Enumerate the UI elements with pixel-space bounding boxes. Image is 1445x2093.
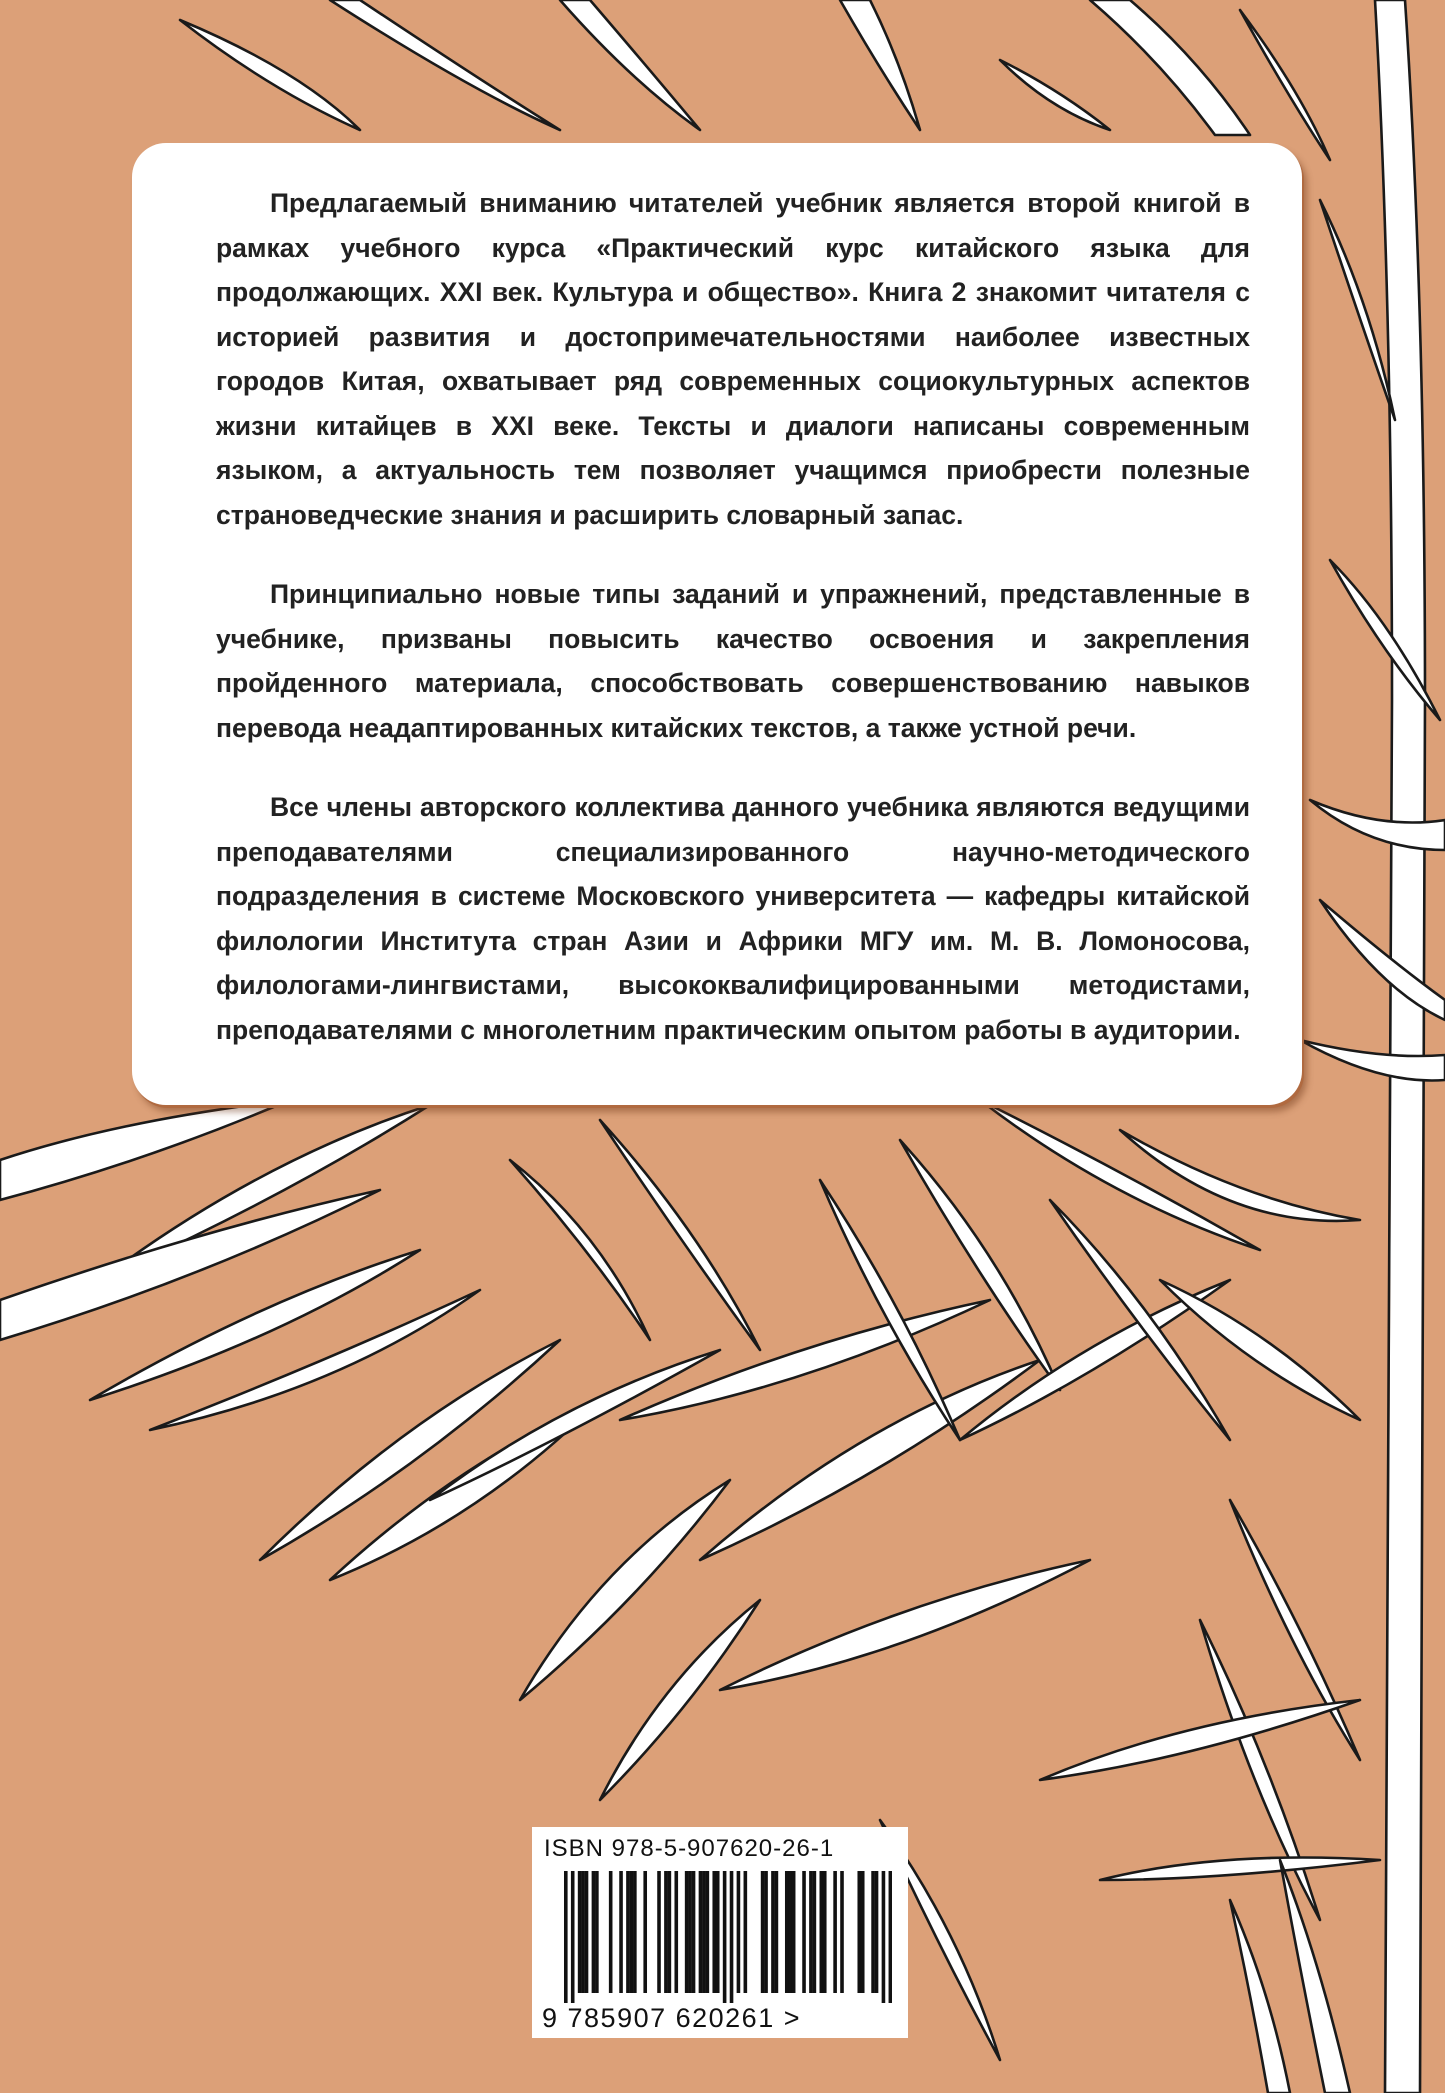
barcode-bar xyxy=(657,1871,661,1993)
barcode-bar xyxy=(702,1871,706,1993)
barcode-bar xyxy=(788,1871,792,1993)
isbn-block xyxy=(532,1827,908,2038)
barcode-bar xyxy=(730,1871,734,2003)
barcode-bar xyxy=(857,1871,861,1993)
description-paragraph: Предлагаемый вниманию читателей учебник является второй книгой в рамках учебного курса «Практический курс китайского языка для продолжающих. XXI век. Культура и общество». Книга 2 знакомит читателя с историей развития и достопримечательностями наиболее известных городов Китая, охватывает ряд современных социокультурных аспектов жизни китайцев в XXI веке. Тексты и диалоги написаны современным языком, а актуальность тем позволяет учащимся приобрести полезные страноведческие знания и расширить словарный запас. xyxy=(216,188,1250,530)
barcode-bar xyxy=(802,1871,806,1993)
barcode-bar xyxy=(764,1871,768,1993)
barcode-bar xyxy=(688,1871,692,1993)
barcode-bar xyxy=(861,1871,865,1993)
barcode-bar xyxy=(585,1871,589,1993)
ean13-barcode xyxy=(564,1871,892,2003)
barcode-bar xyxy=(668,1871,672,1993)
barcode-bar xyxy=(595,1871,599,1993)
barcode-bar xyxy=(633,1871,637,1993)
barcode-bar xyxy=(871,1871,875,1993)
barcode-bar xyxy=(592,1871,596,1993)
barcode-bar xyxy=(723,1871,727,2003)
description-paragraph: Все члены авторского коллектива данного учебника являются ведущими преподавателями специализированного научно-методического подразделения в системе Московского университета — кафедры китайской филологии Института стран Азии и Африки МГУ им. М. В. Ломоносова, филологами-лингвистами, высококвалифицированными методистами, преподавателями с многолетним практическим опытом работы в аудитории. xyxy=(216,792,1250,1045)
barcode-bar xyxy=(833,1871,837,1993)
barcode-bar xyxy=(619,1871,623,1993)
description-panel xyxy=(132,143,1302,1105)
barcode-bar xyxy=(744,1871,748,1993)
barcode-bar xyxy=(685,1871,689,1993)
barcode-bar xyxy=(571,1871,575,2003)
barcode-bar xyxy=(792,1871,796,1993)
barcode-bar xyxy=(706,1871,710,1993)
barcode-bar xyxy=(692,1871,696,1993)
barcode-bar xyxy=(674,1871,678,1993)
barcode-bar xyxy=(564,1871,568,2003)
barcode-bar xyxy=(630,1871,634,1993)
description-paragraph: Принципиально новые типы заданий и упражнений, представленные в учебнике, призваны повысить качество освоения и закрепления пройденного материала, способствовать совершенствованию навыков перевода неадаптированных китайских текстов, а также устной речи. xyxy=(216,579,1250,743)
barcode-bar xyxy=(840,1871,844,1993)
barcode-bar xyxy=(875,1871,879,1993)
isbn-label: ISBN 978-5-907620-26-1 xyxy=(544,1835,835,1862)
barcode-bar xyxy=(761,1871,765,1993)
barcode-bar xyxy=(823,1871,827,1993)
barcode-digits: 9 785907 620261 > xyxy=(542,2003,801,2033)
barcode-bar xyxy=(712,1871,716,1993)
barcode-bar xyxy=(664,1871,668,1993)
barcode-bar xyxy=(882,1871,886,2003)
barcode-bar xyxy=(581,1871,585,1993)
barcode-bar xyxy=(771,1871,775,1993)
barcode-bar xyxy=(699,1871,703,1993)
barcode-bar xyxy=(813,1871,817,1993)
barcode-bar xyxy=(609,1871,613,1993)
barcode-bar xyxy=(809,1871,813,1993)
barcode-bar xyxy=(785,1871,789,1993)
barcode-bar xyxy=(716,1871,720,1993)
barcode-bar xyxy=(775,1871,779,1993)
barcode-bar xyxy=(819,1871,823,1993)
barcode-bar xyxy=(737,1871,741,1993)
barcode-bar xyxy=(889,1871,892,2003)
barcode-bars xyxy=(564,1871,892,2003)
barcode-bar xyxy=(626,1871,630,1993)
barcode-bar xyxy=(578,1871,582,1993)
barcode-bar xyxy=(643,1871,647,1993)
